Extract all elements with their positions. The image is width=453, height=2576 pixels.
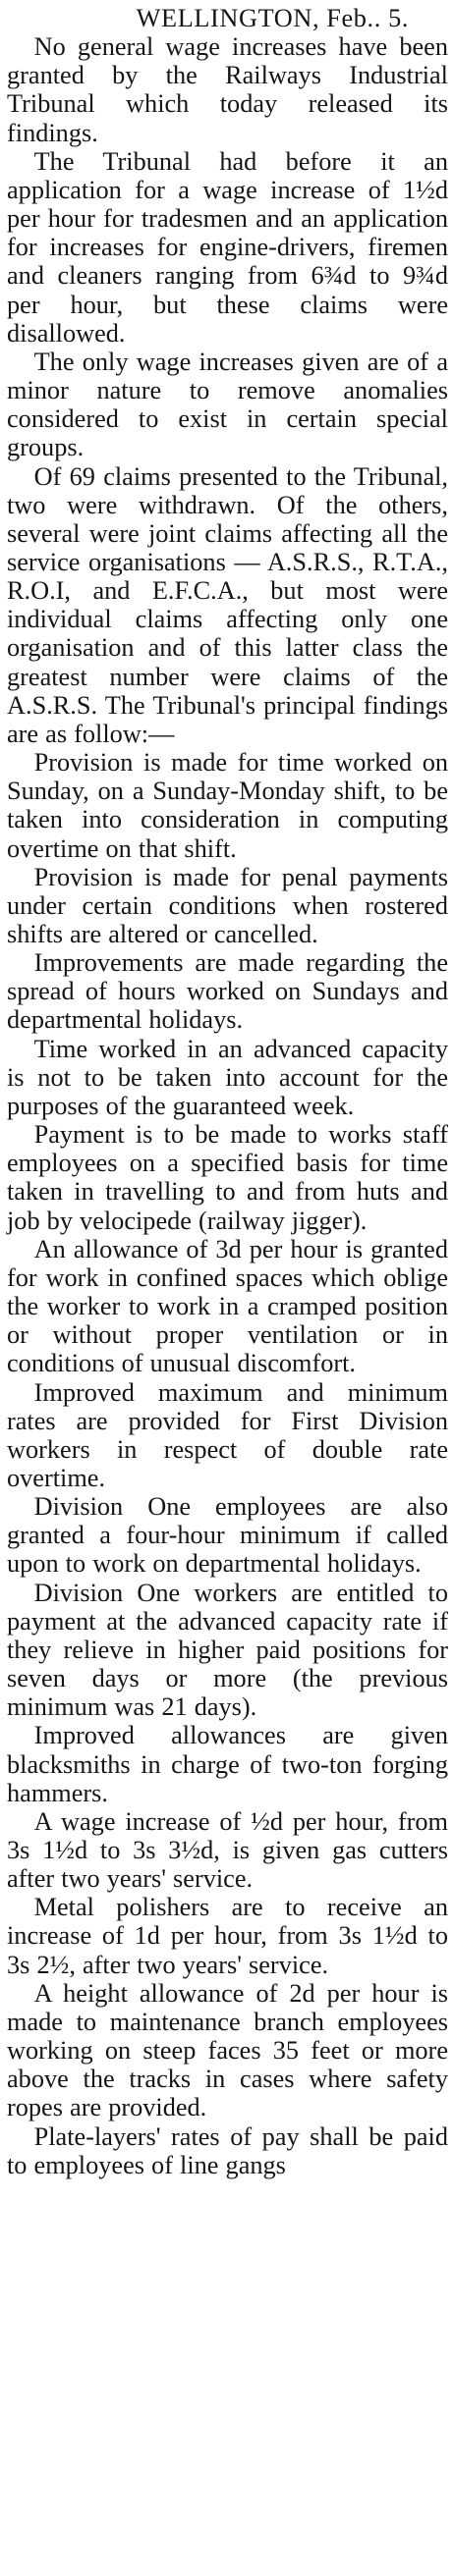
article-paragraph: A wage increase of ½d per hour, from 3s 1½d to 3s 3½d, is given gas cutters after two years' service. xyxy=(7,1806,448,1894)
article-paragraph: Provision is made for time worked on Sunday, on a Sunday-Monday shift, to be taken into consideration in computing overtime on that shift. xyxy=(7,748,448,863)
article-paragraph: Time worked in an advanced capacity is not to be taken into account for the purposes of the guaranteed week. xyxy=(7,1034,448,1120)
article-paragraph: Division One employees are also granted a four-hour minimum if called upon to work on departmental holidays. xyxy=(7,1492,448,1579)
article-paragraph: Improved maximum and minimum rates are provided for First Division workers in respect of double rate overtime. xyxy=(7,1377,448,1492)
article-paragraph: The Tribunal had before it an application for a wage increase of 1½d per hour for tradesmen and an application for increases for engine-drivers, firemen and cleaners ranging from 6¾d to 9¾d per hour, but these claims were disallowed. xyxy=(7,146,448,348)
article-paragraph: Of 69 claims presented to the Tribunal, two were withdrawn. Of the others, several were joint claims affecting all the service organisations — A.S.R.S., R.T.A., R.O.I, and E.F.C.A., but most were individual claims affecting only one organisation and of this latter class the greatest number were claims of the A.S.R.S. The Tribunal's principal findings are as follow:— xyxy=(7,461,448,748)
article-paragraph: Improved allowances are given blacksmiths in charge of two-ton forging hammers. xyxy=(7,1721,448,1807)
article-paragraph: The only wage increases given are of a minor nature to remove anomalies considered to exist in certain special groups. xyxy=(7,347,448,462)
article-paragraph: Provision is made for penal payments under certain conditions when rostered shifts are altered or cancelled. xyxy=(7,862,448,948)
article-paragraph: No general wage increases have been granted by the Railways Industrial Tribunal which today released its findings. xyxy=(7,32,448,147)
article-paragraph: Metal polishers are to receive an increase of 1d per hour, from 3s 1½d to 3s 2½, after two years' service. xyxy=(7,1893,448,1979)
article-paragraph: Plate-layers' rates of pay shall be paid to employees of line gangs xyxy=(7,2121,448,2179)
article-column xyxy=(7,4,448,2179)
article-paragraph: An allowance of 3d per hour is granted for work in confined spaces which oblige the worker to work in a cramped position or without proper ventilation or in conditions of unusual discomfort. xyxy=(7,1234,448,1378)
article-paragraph: Improvements are made regarding the spread of hours worked on Sundays and departmental holidays. xyxy=(7,948,448,1035)
dateline: WELLINGTON, Feb.. 5. xyxy=(136,4,409,32)
article-paragraph: Division One workers are entitled to payment at the advanced capacity rate if they relieve in higher paid positions for seven days or more (the previous minimum was 21 days). xyxy=(7,1578,448,1722)
article-paragraph: A height allowance of 2d per hour is made to maintenance branch employees working on steep faces 35 feet or more above the tracks in cases where safety ropes are provided. xyxy=(7,1978,448,2122)
article-paragraph: Payment is to be made to works staff employees on a specified basis for time taken in travelling to and from huts and job by velocipede (railway jigger). xyxy=(7,1120,448,1235)
